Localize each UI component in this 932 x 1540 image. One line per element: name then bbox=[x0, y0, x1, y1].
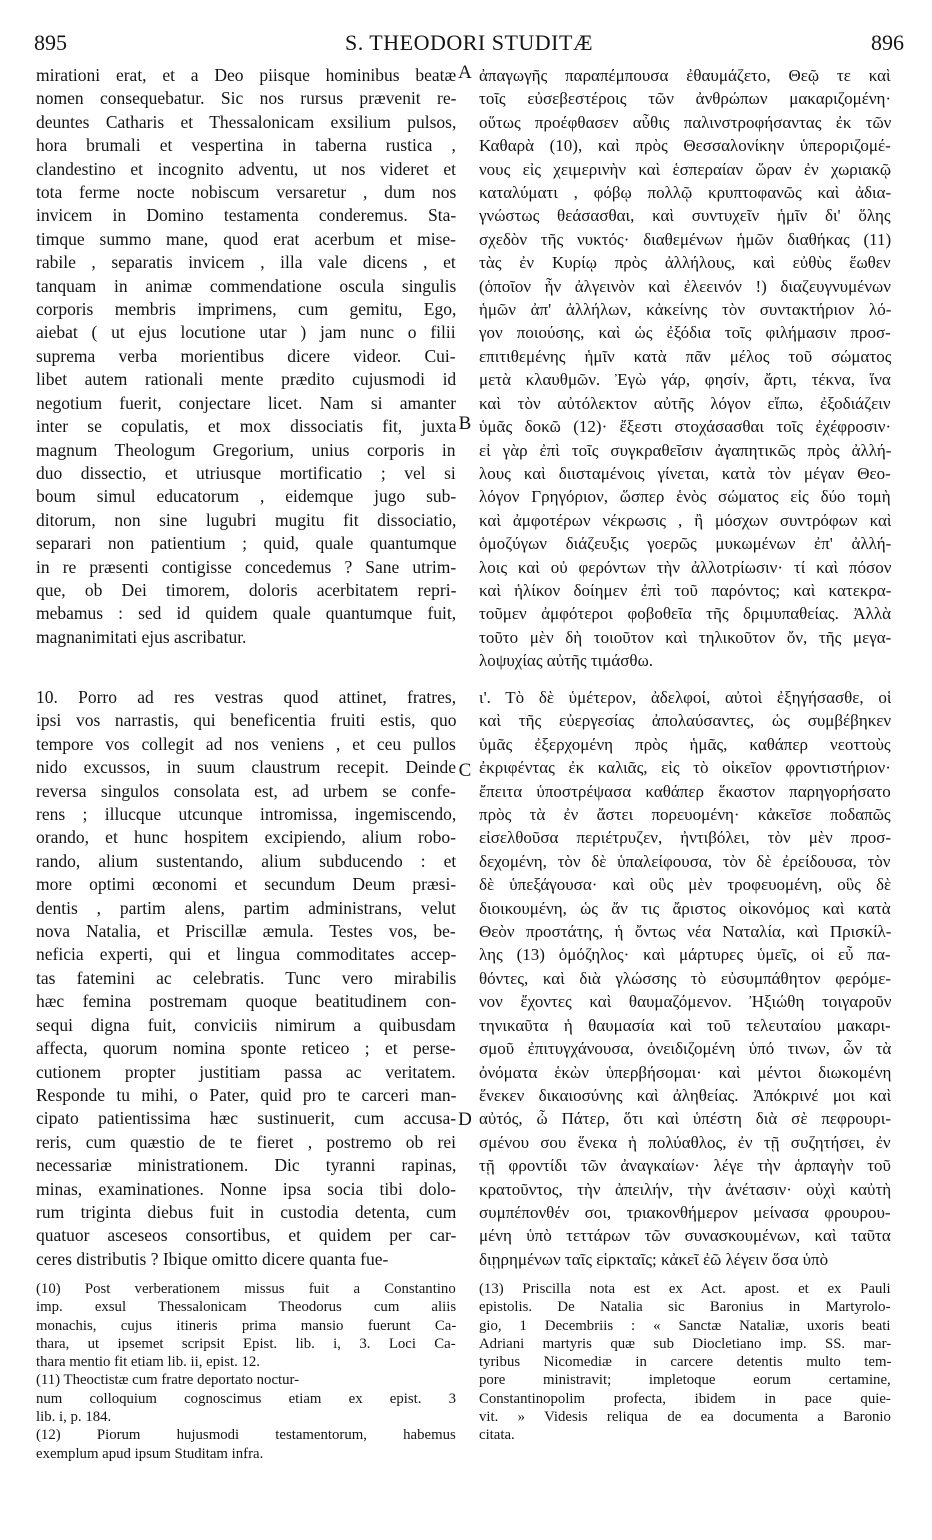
footnote-line: gio, 1 Decembriis : « Sanctæ Nataliæ, uxoris beati bbox=[479, 1317, 891, 1334]
latin-footnotes bbox=[36, 1280, 456, 1463]
text-line: sequi digna fuit, conviciis nimirum a quibusdam bbox=[36, 1014, 456, 1035]
footnote-line: Adriani martyris quæ sub Diocletiano imp. SS. mar- bbox=[479, 1335, 891, 1352]
footnote-line: Constantinopolim profecta, ibidem in pace quie- bbox=[479, 1390, 891, 1407]
text-line: cutionem propter justitiam passa ac veritatem. bbox=[36, 1061, 456, 1082]
text-line: que, ob Dei timorem, doloris acerbitatem repri- bbox=[36, 579, 456, 600]
text-line: tota ferme nocte nobiscum versaretur , dum nos bbox=[36, 182, 456, 203]
greek-column-footnotes bbox=[479, 1280, 891, 1445]
footnote-line: tyribus Nicomediæ in carcere detentis multo tem- bbox=[479, 1354, 891, 1371]
text-line: ἀπαγωγῆς παραπέμπουσα ἐθαυμάζετο, Θεῷ τε καὶ bbox=[479, 66, 891, 85]
text-line: invicem in Domino testamenta conderemus. Sta- bbox=[36, 205, 456, 226]
margin-marker-a: A bbox=[458, 62, 472, 83]
text-line: μετὰ κλαυθμῶν. Ἐγὼ γάρ, φησίν, ἄρτι, τέκνα, ἵνα bbox=[479, 370, 891, 390]
text-line: τοῖς εὐσεβεστέροις τῶν ἀνθρώπων μακαριζομένη· bbox=[479, 89, 891, 109]
text-line: magnum Theologum Gregorium, unius corporis in bbox=[36, 439, 456, 460]
text-line: διοικουμένη, ὡς ἄν τις ἄριστος οἰκονόμος καὶ κατὰ bbox=[479, 898, 891, 918]
text-line: ipsi vos narrastis, qui beneficentia fruiti estis, quo bbox=[36, 710, 456, 731]
page-number-left: 895 bbox=[34, 30, 67, 55]
text-line: dentis , partim alens, partim administrans, velut bbox=[36, 897, 456, 918]
footnote-line: num colloquium cognoscimus etiam ex epist. 3 bbox=[36, 1390, 456, 1407]
text-line: γον ποιούσης, καὶ ὡς ἐξόδια τοῖς φιλήμασιν προσ- bbox=[479, 323, 891, 343]
text-line: καὶ τὸν αὐτόλεκτον αὐτῆς λόγον εἴπω, ἐξοδιάζειν bbox=[479, 393, 891, 413]
text-line: ἐκριφέντας ἐκ καλιᾶς, εἰς τὸ οἰκεῖον φροντιστήριον· bbox=[479, 758, 891, 778]
text-line: θόντες, καὶ διὰ γλώσσης τὸ εὐσυμπάθητον φερόμε- bbox=[479, 968, 891, 988]
text-line: γνώστως θεάσασθαι, καὶ συντυχεῖν ἡμῖν δι' ὅλης bbox=[479, 206, 891, 226]
text-line: τηνικαῦτα ἡ θαυμασία καὶ τοῦ τελευταίου μακαρι- bbox=[479, 1015, 891, 1035]
text-line: quatuor asceseos consortibus, et quidem per car- bbox=[36, 1225, 456, 1246]
text-line: ὑμᾶς ἐξερχομένη πρὸς ἡμᾶς, καθάπερ νεοττοὺς bbox=[479, 734, 891, 754]
text-line: λόγον Γρηγόριον, ὥσπερ ἑνὸς σώματος εἰς δύο τομὴ bbox=[479, 487, 891, 507]
text-line: ἕνεκεν δικαιοσύνης καὶ ἀληθείας. Ἀπόκρινέ μοι καὶ bbox=[479, 1085, 891, 1105]
footnote-line: vit. » Videsis reliqua de ea documenta a Baronio bbox=[479, 1409, 891, 1426]
page-number-right: 896 bbox=[871, 30, 904, 55]
text-line: suprema verba morientibus dicere videor. Cui- bbox=[36, 345, 456, 366]
text-line: mirationi erat, et a Deo piisque hominibus beatæ bbox=[36, 65, 456, 85]
text-line: Θεὸν προστάτης, ἡ ὄντως νέα Ναταλία, καὶ Πρισκίλ- bbox=[479, 922, 891, 942]
text-line: δὲ ὑπεξάγουσα· καὶ οὓς μὲν τροφευομένη, οὓς δὲ bbox=[479, 875, 891, 895]
text-line: καὶ ἡλίκον δοίημεν ἐπὶ τοῦ παρόντος; καὶ κατεκρα- bbox=[479, 580, 891, 600]
footnote-line: pore ministravit; impletoque eorum certamine, bbox=[479, 1372, 891, 1389]
text-line: λους καὶ διισταμένοις γίνεται, κατὰ τὸν μέγαν Θεο- bbox=[479, 463, 891, 483]
text-line: mebamus : sed id quidem quale quantumque fuit, bbox=[36, 603, 456, 624]
text-line: καταλύματι , φόβῳ πολλῷ κρυπτοφανῶς καὶ ἀδια- bbox=[479, 183, 891, 203]
text-line: Καθαρὰ (10), καὶ πρὸς Θεσσαλονίκην ὑπεροριζομέ- bbox=[479, 136, 891, 156]
text-line: nido excussos, in suum claustrum recepit. Deinde bbox=[36, 757, 456, 778]
text-line: τοῦμεν ἀμφότεροι φοβοθεῖα τῆς δριμυπαθείας. Ἀλλὰ bbox=[479, 604, 891, 624]
text-line: νον ἔχοντες καὶ θαυμαζόμενον. Ἠξιώθη τοιγαροῦν bbox=[479, 992, 891, 1012]
text-line: neficia experti, qui et lingua commoditates accep- bbox=[36, 944, 456, 965]
footnote-line: epistolis. De Natalia sic Baronius in Martyrolo- bbox=[479, 1299, 891, 1316]
text-line: duo dissectio, et utriusque mortificatio ; vel si bbox=[36, 462, 456, 483]
text-line: πρὸς τὰ ἐν ἄστει πορευομένη· κἀκεῖσε ποδαπῶς bbox=[479, 805, 891, 825]
text-line: ὁμοζύγων διάζευξις γοερῶς μυκωμένων ἐπ' ἀλλή- bbox=[479, 534, 891, 554]
text-line: necessariæ ministrationem. Dic tyranni rapinas, bbox=[36, 1155, 456, 1176]
text-line: nova Natalia, et Priscillæ æmula. Testes vos, be- bbox=[36, 921, 456, 942]
text-line: μένη ὑπὸ τεττάρων τῶν συνασκουμένων, καὶ ταῦτα bbox=[479, 1226, 891, 1246]
text-line: λης (13) ὁμόζηλος· καὶ μάρτυρες ὑμεῖς, οἱ εὖ πα- bbox=[479, 945, 891, 965]
text-line: in re præsenti contigisse concedemus ? Sane utrim- bbox=[36, 556, 456, 577]
text-line: nomen consequebatur. Sic nos rursus prævenit re- bbox=[36, 88, 456, 109]
text-line: ὀνόματα ἑκὼν ὑπερβήσομαι· καὶ μέντοι διωκομένη bbox=[479, 1062, 891, 1082]
footnote-line: exemplum apud ipsum Studitam infra. bbox=[36, 1445, 264, 1462]
text-line: aiebat ( ut ejus locutione utar ) jam nunc o filii bbox=[36, 322, 456, 343]
text-line: affecta, quorum nomina sponte reticeo ; et perse- bbox=[36, 1038, 456, 1059]
text-line: νους εἰς χειμερινὴν καὶ ἑσπεραίαν ὥραν ἐν χωριακῷ bbox=[479, 159, 891, 179]
text-line: cipato patientissima hæc sustinuerit, cum accusa- bbox=[36, 1108, 456, 1129]
text-line: tas fatemini ac celebratis. Tunc vero mirabilis bbox=[36, 967, 456, 988]
text-line: επιτιθεμένης ἡμῖν κατὰ πᾶν μέλος τοῦ σώματος bbox=[479, 346, 891, 366]
text-line: corporis membris imprimens, cum gemitu, Ego, bbox=[36, 299, 456, 320]
greek-paragraph-10 bbox=[479, 686, 891, 1271]
text-line: συμπέπονθέν σοι, τριακονθήμερον μείνασα φρουρου- bbox=[479, 1202, 891, 1222]
footnote-line: lib. i, p. 184. bbox=[36, 1409, 112, 1426]
running-title: S. THEODORI STUDITÆ bbox=[344, 30, 594, 55]
text-line: clandestino et incognito adventu, ut nos videret et bbox=[36, 158, 456, 179]
greek-paragraph-1 bbox=[479, 64, 891, 673]
text-line: αὐτός, ὦ Πάτερ, ὅτι καὶ ὑπέστη διὰ σὲ πεφρουρι- bbox=[479, 1109, 891, 1129]
text-line: τοῦτο μὲν δὴ τοιοῦτον καὶ τηλικοῦτον ὄν, τῆς μεγα- bbox=[479, 627, 891, 647]
text-line: ἔπειτα ὑποστρέψασα καθάπερ ἕκαστον παρηγορήσατο bbox=[479, 781, 891, 801]
margin-marker-b: B bbox=[458, 413, 472, 434]
text-line: boum simul educatorum , eidemque jugo sub- bbox=[36, 486, 456, 507]
footnote-line: monachis, cujus itineris prima mansio fuerunt Ca- bbox=[36, 1317, 456, 1334]
text-line: negotium fuerit, conjectare licet. Nam si amanter bbox=[36, 392, 456, 413]
text-line: σχεδὸν τῆς νυκτός· διαθεμένων ἡμῶν διαθήκας (11) bbox=[479, 229, 891, 249]
footnote-line: thara mentio fit etiam lib. ii, epist. 12. bbox=[36, 1354, 260, 1371]
text-line: hæc femina postremam quoque beatitudinem con- bbox=[36, 991, 456, 1012]
text-line: οὕτως προέφθασεν αὖθις παλινστροφήσαντας ἐκ τῶν bbox=[479, 112, 891, 132]
text-line: timque summo mane, quod erat acerbum et mise- bbox=[36, 228, 456, 249]
text-line: 10. Porro ad res vestras quod attinet, fratres, bbox=[36, 687, 456, 707]
footnote-line: (13) Priscilla nota est ex Act. apost. et ex Pauli bbox=[479, 1281, 891, 1297]
text-line: reversa singulos consolata est, ad urbem se confe- bbox=[36, 780, 456, 801]
text-line: τὰς ἐν Κυρίῳ πρὸς ἀλλήλους, καὶ εὐθὺς ἕωθεν bbox=[479, 253, 891, 273]
text-line: δεχομένη, τὸν δὲ ὑπαλείφουσα, τὸν δὲ ἐρείδουσα, τὸν bbox=[479, 851, 891, 871]
running-header bbox=[34, 30, 904, 64]
text-line: ceres distributis ? Ibique omitto dicere quanta fue- bbox=[36, 1248, 389, 1269]
text-line: σμοῦ ἐπιτυγχάνουσα, ὀνειδιζομένη ὑπό τινων, ὧν τὰ bbox=[479, 1039, 891, 1059]
text-line: rabile , separatis invicem , illa vale dicens , et bbox=[36, 252, 456, 273]
text-line: (ὁποῖον ἦν ἀλγεινὸν καὶ ἐλεεινόν !) διαζευγνυμένων bbox=[479, 276, 891, 296]
text-line: tempore vos collegit ad nos veniens , et ceu pullos bbox=[36, 733, 456, 754]
footnote-line: (12) Piorum hujusmodi testamentorum, habemus bbox=[36, 1427, 456, 1444]
footnote-line: imp. exsul Thessalonicam Theodorus cum aliis bbox=[36, 1299, 456, 1316]
text-line: ἡμῶν ἀπ' ἀλλήλων, κἀκείνης τὸν συντακτήριον λό- bbox=[479, 300, 891, 320]
text-line: λοψυχίας αὐτῆς τιμάσθω. bbox=[479, 651, 654, 671]
text-line: κρατοῦντος, τὴν ἀπειλήν, τὴν ἀνέτασιν· οὐχὶ καὐτὴ bbox=[479, 1179, 891, 1199]
text-line: εἰσελθοῦσα περιέτρυζεν, ἠντιβόλει, τὸν μὲν προσ- bbox=[479, 828, 891, 848]
margin-marker-d: D bbox=[458, 1109, 472, 1130]
text-line: ι'. Τὸ δὲ ὑμέτερον, ἀδελφοί, αὐτοὶ ἐξηγήσασθε, οἱ bbox=[479, 688, 891, 707]
footnote-line: (10) Post verberationem missus fuit a Constantino bbox=[36, 1281, 456, 1297]
text-line: καὶ τῆς εὐεργεσίας ἀπολαύσαντες, ὡς συμβέβηκεν bbox=[479, 711, 891, 731]
text-line: rando, alium sustentando, alium subducendo : et bbox=[36, 850, 456, 871]
latin-paragraph-10 bbox=[36, 686, 456, 1271]
text-line: inter se copulatis, et mox dissociatis fit, juxta bbox=[36, 416, 456, 437]
text-line: rens ; illucque utcunque intromissa, ingemiscendo, bbox=[36, 804, 456, 825]
text-line: separari non patientium ; quid, quale quantumque bbox=[36, 533, 456, 554]
text-line: σμένου σου ἕνεκα ἡ πολύαθλος, ἐν τῇ συζητήσει, ἐν bbox=[479, 1132, 891, 1152]
text-line: hora brumali et vespertina in taberna rustica , bbox=[36, 135, 456, 156]
text-line: orando, et hunc hospitem excipiendo, alium robo- bbox=[36, 827, 456, 848]
text-line: libet autem rationali mente prædito cujusmodi id bbox=[36, 369, 456, 390]
text-line: tanquam in animæ commendatione oscula singulis bbox=[36, 275, 456, 296]
text-line: καὶ ἀμφοτέρων νέκρωσις , ἢ μόσχων συντρόφων καὶ bbox=[479, 510, 891, 530]
text-line: minas, examinationes. Nonne ipsa socia tibi dolo- bbox=[36, 1178, 456, 1199]
margin-marker-c: C bbox=[458, 760, 472, 781]
footnote-line: thara, ut ipsemet scripsit Epist. lib. i, 3. Loci Ca- bbox=[36, 1335, 456, 1352]
text-line: ditorum, non sine lugubri mugitu fit dissociatio, bbox=[36, 509, 456, 530]
text-line: διῃρημένων ταῖς εἱρκταῖς; κἀκεῖ ἐῶ λέγειν ὅσα ὑπὸ bbox=[479, 1249, 829, 1269]
text-line: ὑμᾶς δοκῶ (12)· ἔξεστι στοχάσασθαι τοῖς ἐχέφροσιν· bbox=[479, 417, 891, 437]
text-line: Responde tu mihi, o Pater, quid pro te carceri man- bbox=[36, 1084, 456, 1105]
text-line: εἰ γὰρ ἐπὶ τοῖς συγκραθεῖσιν ἀγαπητικῶς πρὸς ἀλλή- bbox=[479, 440, 891, 460]
text-line: magnanimitati ejus ascribatur. bbox=[36, 626, 247, 647]
text-line: reris, cum quæstio de te fieret , postremo ob rei bbox=[36, 1131, 456, 1152]
footnote-line: (11) Theoctistæ cum fratre deportato noctur- bbox=[36, 1372, 300, 1389]
text-line: more optimi œconomi et secundum Deum præsi- bbox=[36, 874, 456, 895]
text-line: λοις καὶ οὐ φερόντων τὴν ἀλλοτρίωσιν· τί καὶ πόσον bbox=[479, 557, 891, 577]
text-line: deuntes Catharis et Thessalonicam exsilium pulsos, bbox=[36, 111, 456, 132]
footnote-line: citata. bbox=[479, 1427, 515, 1444]
latin-paragraph-1 bbox=[36, 64, 456, 649]
text-line: rum triginta diebus fuit in custodia detenta, cum bbox=[36, 1201, 456, 1222]
text-line: τῇ φροντίδι τῶν ἀναγκαίων· λέγε τὴν ἁρπαγὴν τοῦ bbox=[479, 1156, 891, 1176]
